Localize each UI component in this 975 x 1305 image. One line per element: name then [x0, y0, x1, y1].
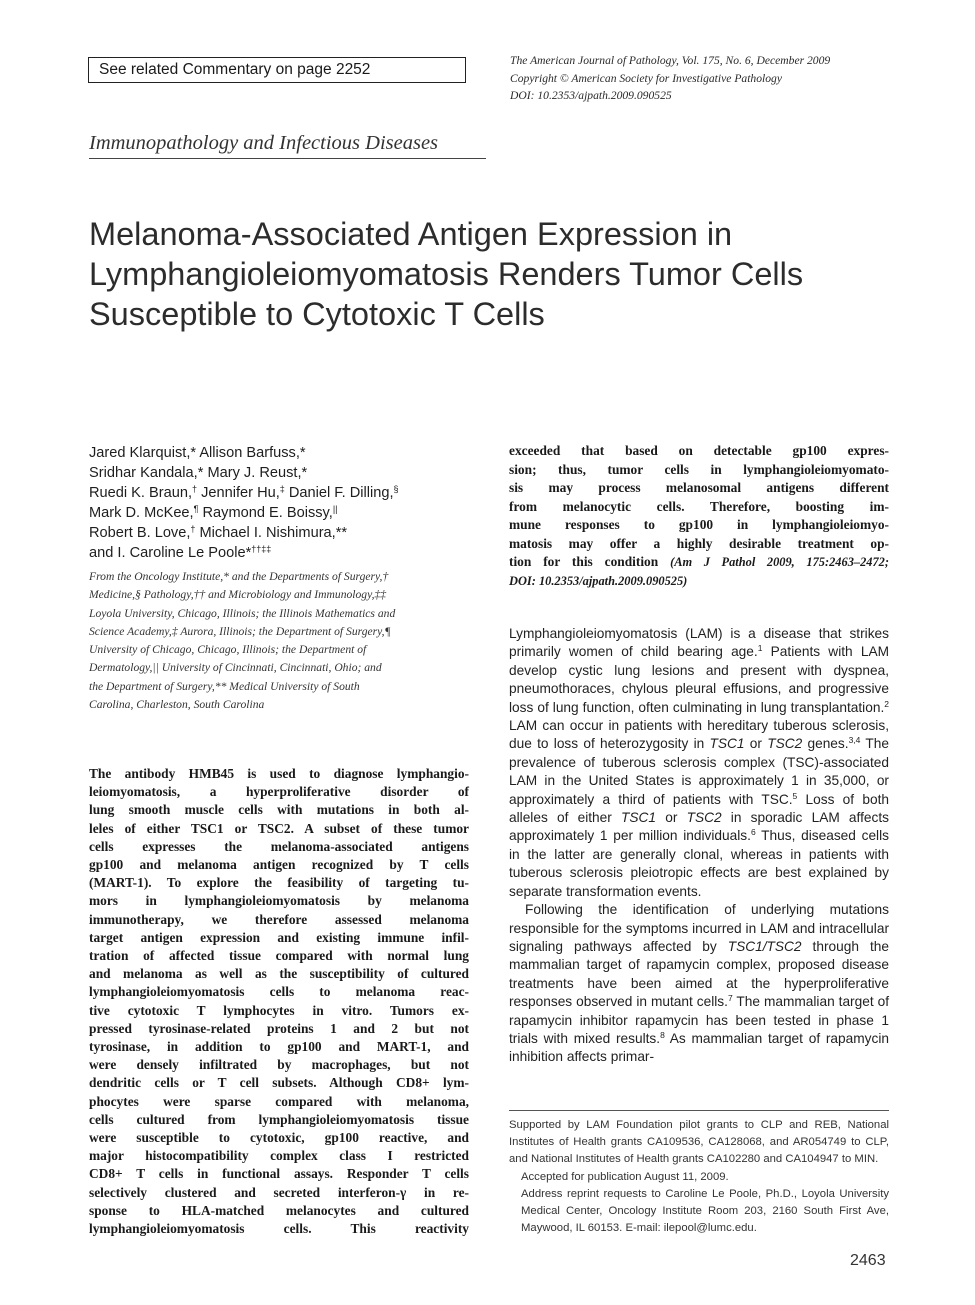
author-line: Ruedi K. Braun,† Jennifer Hu,‡ Daniel F. Dilling,§ — [89, 484, 399, 501]
abstract-left — [89, 765, 469, 1238]
abstract-line: mune responses to gp100 in lymphangioleiomyo- — [509, 517, 889, 532]
abstract-line: phocytes were sparse compared with melanoma, — [89, 1093, 469, 1109]
abstract-line: gp100 and melanoma antigen recognized by T cells — [89, 857, 469, 873]
page-number: 2463 — [850, 1252, 886, 1269]
abstract-line: leles of either TSC1 or TSC2. A subset of these tumor — [89, 820, 469, 836]
journal-line: DOI: 10.2353/ajpath.2009.090525 — [510, 89, 672, 102]
footnotes — [509, 1117, 889, 1237]
abstract-line: cells expresses the melanoma-associated antigens — [89, 838, 469, 854]
author-line: and I. Caroline Le Poole*††‡‡ — [89, 544, 272, 561]
abstract-line: DOI: 10.2353/ajpath.2009.090525) — [509, 573, 688, 588]
journal-citation — [510, 52, 910, 105]
abstract-line: cells cultured from lymphangioleiomyomatosis tissue — [89, 1111, 469, 1127]
abstract-line: matosis may offer a highly desirable treatment op- — [509, 535, 889, 551]
section-title: Immunopathology and Infectious Diseases — [89, 132, 439, 154]
abstract-line: pressed tyrosinase-related proteins 1 and 2 but not — [89, 1020, 469, 1036]
title-line: Lymphangioleiomyomatosis Renders Tumor Cells — [89, 256, 804, 292]
abstract-line: from melanocytic cells. Therefore, boosting im- — [509, 498, 889, 514]
affiliation-line: Loyola University, Chicago, Illinois; the Illinois Mathematics and — [89, 606, 396, 620]
footnote-divider — [509, 1110, 889, 1111]
journal-line: Copyright © American Society for Investigative Pathology — [510, 71, 782, 85]
citation-text: (Am J Pathol 2009, 175:2463–2472; — [670, 555, 889, 569]
abstract-line: tyrosinase, in addition to gp100 and MART-1, and — [89, 1039, 469, 1055]
abstract-line: sis may process melanosomal antigens different — [509, 480, 889, 495]
affiliation-line: Medicine,§ Pathology,†† and Microbiology and Immunology,‡‡ — [89, 588, 387, 602]
author-line: Jared Klarquist,* Allison Barfuss,* — [89, 445, 306, 461]
body-text — [509, 625, 889, 1067]
abstract-line: were densely infiltrated by macrophages, but not — [89, 1057, 469, 1073]
accepted-note: Accepted for publication August 11, 2009. — [521, 1170, 729, 1183]
journal-line: The American Journal of Pathology, Vol. 175, No. 6, December 2009 — [510, 54, 831, 67]
abstract-line: immunotherapy, we therefore assessed melanoma — [89, 911, 469, 927]
abstract-line: exceeded that based on detectable gp100 expres- — [509, 443, 889, 458]
author-line: Sridhar Kandala,* Mary J. Reust,* — [89, 465, 308, 481]
affiliations — [89, 568, 469, 714]
title-line: Melanoma-Associated Antigen Expression in — [89, 216, 733, 252]
abstract-line: lymphangioleiomyomatosis cells to melanoma reac- — [89, 984, 469, 1000]
abstract-line: The antibody HMB45 is used to diagnose lymphangio- — [89, 766, 469, 781]
abstract-line: lymphangioleiomyomatosis cells. This reactivity — [89, 1221, 469, 1237]
paragraph: Following the identification of underlying mutations responsible for the symptoms incurred in LAM and intracellular signaling pathways affected by TSC1/TSC2 through the mammalian target of rapamycin complex, proposed disease treatments have been aimed at the hyperproliferative responses observed in mutant cells.$^7$ The mammalian target of rapamycin inhibitor rapamycin has been tested in phase 1 trials with mixed results.$^8$ As mammalian target of rapamycin inhibition affects primar- — [509, 902, 890, 1065]
affiliation-line: Dermatology,|| University of Cincinnati, Cincinnati, Ohio; and — [89, 661, 382, 675]
address-note: Address reprint requests to Caroline Le Poole, Ph.D., Loyola University Medical Center, Oncology Institute Room 203, 2160 South First Ave, Maywood, IL 60153. E-mail: ilepool@lumc.edu. — [521, 1187, 889, 1235]
abstract-line: target antigen expression and existing immune infil- — [89, 929, 469, 945]
abstract-line: CD8+ T cells in functional assays. Responder T cells — [89, 1166, 469, 1182]
abstract-line: dendritic cells or T cell subsets. Although CD8+ lym- — [89, 1075, 469, 1091]
abstract-line: lung smooth muscle cells with mutations in both al- — [89, 802, 469, 818]
related-commentary-box: See related Commentary on page 2252 — [88, 57, 466, 83]
author-line: Robert B. Love,† Michael I. Nishimura,** — [89, 524, 348, 541]
article-title — [89, 214, 909, 334]
affiliation-line: University of Chicago, Chicago, Illinois; the Department of — [89, 643, 367, 657]
paragraph: Lymphangioleiomyomatosis (LAM) is a disease that strikes primarily women of child bearing age.$^1$ Patients with LAM develop cystic lung lesions and present with dyspnea, pneumothoraces, chylous pleural effusions, and progressive loss of lung function, often culminating in lung transplantation.$^2$ LAM can occur in patients with hereditary tuberous sclerosis, due to loss of heterozygosity in TSC1 or TSC2 genes.$^{3,4}$ The prevalence of tuberous sclerosis complex (TSC)-associated LAM in the United States is approximately 1 in 35,000, or approximately a third of patients with TSC.$^5$ Loss of both alleles of either TSC1 or TSC2 in sporadic LAM affects approximately 1 per million individuals.$^6$ Thus, diseased cells in the latter are generally clonal, whereas in patients with tuberous sclerosis pleiotropic effects are best explained by separate transformation events. — [509, 626, 889, 899]
abstract-line: tration of affected tissue compared with normal lung — [89, 948, 469, 964]
title-line: Susceptible to Cytotoxic T Cells — [89, 296, 545, 332]
affiliation-line: the Department of Surgery,** Medical University of South — [89, 679, 360, 693]
funding-note: Supported by LAM Foundation pilot grants to CLP and REB, National Institutes of Health grants CA109536, CA128068, and AR054749 to CLP, and National Institutes of Health grants CA102280 and CA104947 to MIN. — [509, 1119, 889, 1166]
abstract-line: mors in lymphangioleiomyomatosis by melanoma — [89, 893, 469, 909]
author-line: Mark D. McKee,¶ Raymond E. Boissy,|| — [89, 504, 338, 521]
abstract-line: sion; thus, tumor cells in lymphangioleiomyomato- — [509, 461, 889, 477]
affiliation-line: Carolina, Charleston, South Carolina — [89, 698, 265, 712]
abstract-line: tive cytotoxic T lymphocytes in vitro. Tumors ex- — [89, 1002, 469, 1018]
abstract-line: and melanoma as well as the susceptibility of cultured — [89, 966, 469, 982]
abstract-line: major histocompatibility complex class I restricted — [89, 1148, 469, 1164]
abstract-line: sponse to HLA-matched melanocytes and cultured — [89, 1202, 469, 1218]
abstract-line: selectively clustered and secreted interferon-γ in re- — [89, 1184, 469, 1200]
abstract-right — [509, 442, 889, 590]
abstract-line: tion for this condition (Am J Pathol 2009, 175:2463–2472; — [509, 554, 889, 569]
author-list — [89, 443, 489, 563]
section-divider — [89, 158, 486, 159]
abstract-line: leiomyomatosis, a hyperproliferative disorder of — [89, 784, 469, 800]
abstract-line: were susceptible to cytotoxic, gp100 reactive, and — [89, 1130, 469, 1146]
affiliation-line: From the Oncology Institute,* and the Departments of Surgery,† — [89, 570, 389, 583]
abstract-line: (MART-1). To explore the feasibility of targeting tu- — [89, 875, 469, 891]
affiliation-line: Science Academy,‡ Aurora, Illinois; the Department of Surgery,¶ — [89, 624, 391, 638]
